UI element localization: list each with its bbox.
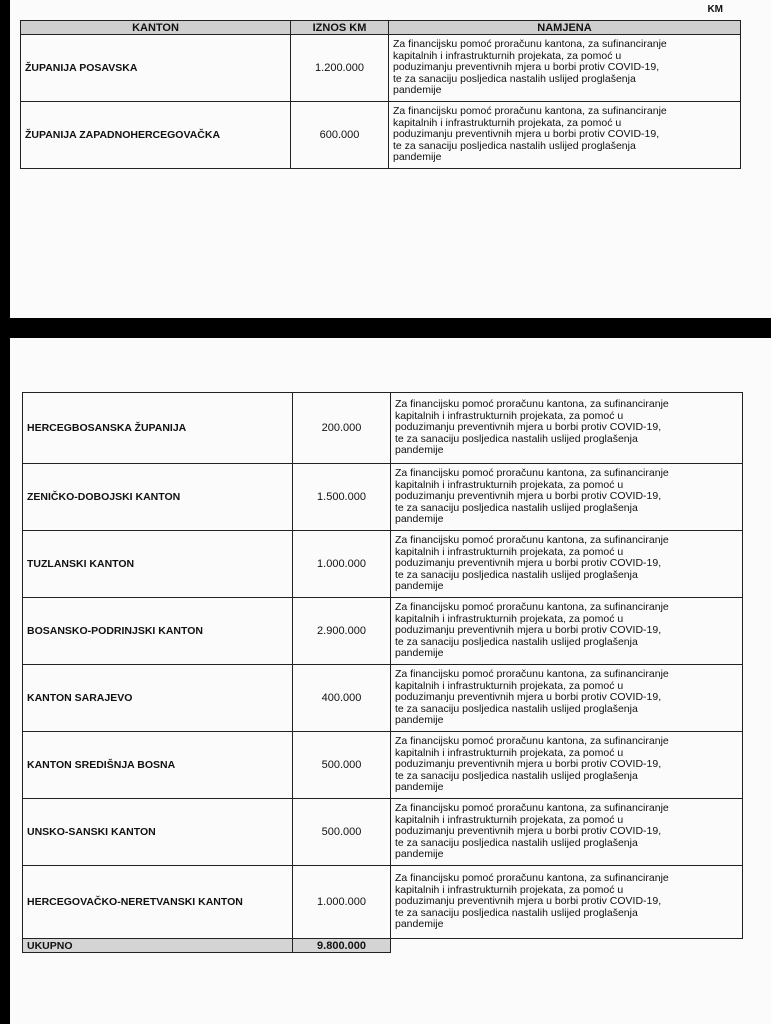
- namjena-line: pandemije: [395, 918, 444, 931]
- namjena-line: te za sanaciju posljedica nastalih uslijed proglašenja: [395, 702, 638, 715]
- namjena-text: [391, 598, 743, 665]
- namjena-line: kapitalnih i infrastrukturnih projekata, za pomoć u: [395, 545, 624, 558]
- iznos-amount: 200.000: [293, 393, 391, 464]
- allocation-table-bottom: [22, 392, 743, 953]
- table-header-row: [21, 21, 741, 35]
- namjena-line: te za sanaciju posljedica nastalih uslijed proglašenja: [393, 72, 636, 85]
- table-row: [23, 866, 743, 939]
- namjena-text: [391, 799, 743, 866]
- kanton-name: BOSANSKO-PODRINJSKI KANTON: [23, 598, 293, 665]
- table-row: [23, 665, 743, 732]
- namjena-line: Za financijsku pomoć proračunu kantona, za sufinanciranje: [395, 467, 669, 480]
- iznos-amount: 500.000: [293, 799, 391, 866]
- document-page-top: [10, 0, 771, 318]
- kanton-name: ŽUPANIJA POSAVSKA: [21, 35, 291, 102]
- namjena-line: poduzimanju preventivnih mjera u borbi protiv COVID-19,: [395, 895, 662, 908]
- iznos-amount: 1.000.000: [293, 866, 391, 939]
- kanton-name: TUZLANSKI KANTON: [23, 531, 293, 598]
- namjena-line: kapitalnih i infrastrukturnih projekata, za pomoć u: [395, 478, 624, 491]
- namjena-line: te za sanaciju posljedica nastalih uslijed proglašenja: [395, 836, 638, 849]
- namjena-line: te za sanaciju posljedica nastalih uslijed proglašenja: [395, 501, 638, 514]
- namjena-line: poduzimanju preventivnih mjera u borbi protiv COVID-19,: [395, 624, 662, 637]
- iznos-amount: 600.000: [291, 102, 389, 169]
- namjena-line: pandemije: [395, 647, 444, 660]
- namjena-line: Za financijsku pomoć proračunu kantona, za sufinanciranje: [393, 105, 667, 118]
- namjena-line: poduzimanju preventivnih mjera u borbi protiv COVID-19,: [395, 557, 662, 570]
- table-row: [23, 799, 743, 866]
- kanton-name: ŽUPANIJA ZAPADNOHERCEGOVAČKA: [21, 102, 291, 169]
- namjena-text: [389, 35, 741, 102]
- namjena-line: pandemije: [395, 848, 444, 861]
- total-row: [23, 939, 743, 953]
- namjena-line: Za financijsku pomoć proračunu kantona, za sufinanciranje: [395, 735, 669, 748]
- namjena-line: kapitalnih i infrastrukturnih projekata, za pomoć u: [395, 813, 624, 826]
- namjena-line: pandemije: [395, 513, 444, 526]
- header-namjena: NAMJENA: [389, 21, 741, 35]
- kanton-name: UNSKO-SANSKI KANTON: [23, 799, 293, 866]
- namjena-line: poduzimanju preventivnih mjera u borbi protiv COVID-19,: [395, 758, 662, 771]
- namjena-line: kapitalnih i infrastrukturnih projekata, za pomoć u: [393, 49, 622, 62]
- namjena-line: kapitalnih i infrastrukturnih projekata, za pomoć u: [395, 883, 624, 896]
- namjena-text: [391, 665, 743, 732]
- namjena-line: kapitalnih i infrastrukturnih projekata, za pomoć u: [395, 409, 624, 422]
- table-row: [21, 35, 741, 102]
- kanton-name: KANTON SREDIŠNJA BOSNA: [23, 732, 293, 799]
- kanton-name: ZENIČKO-DOBOJSKI KANTON: [23, 464, 293, 531]
- namjena-text: [391, 732, 743, 799]
- namjena-line: Za financijsku pomoć proračunu kantona, za sufinanciranje: [395, 668, 669, 681]
- total-blank-cell: [391, 939, 743, 953]
- namjena-line: te za sanaciju posljedica nastalih uslijed proglašenja: [395, 568, 638, 581]
- kanton-name: HERCEGOVAČKO-NERETVANSKI KANTON: [23, 866, 293, 939]
- table-row: [23, 464, 743, 531]
- namjena-line: pandemije: [395, 714, 444, 727]
- header-kanton: KANTON: [21, 21, 291, 35]
- namjena-line: te za sanaciju posljedica nastalih uslijed proglašenja: [395, 906, 638, 919]
- namjena-line: poduzimanju preventivnih mjera u borbi protiv COVID-19,: [395, 490, 662, 503]
- namjena-line: Za financijsku pomoć proračunu kantona, za sufinanciranje: [395, 872, 669, 885]
- total-amount: 9.800.000: [293, 939, 391, 953]
- table-row: [23, 732, 743, 799]
- table-row: [23, 598, 743, 665]
- namjena-line: poduzimanju preventivnih mjera u borbi protiv COVID-19,: [395, 825, 662, 838]
- namjena-line: kapitalnih i infrastrukturnih projekata, za pomoć u: [395, 679, 624, 692]
- header-iznos: IZNOS KM: [291, 21, 389, 35]
- iznos-amount: 2.900.000: [293, 598, 391, 665]
- namjena-line: te za sanaciju posljedica nastalih uslijed proglašenja: [395, 432, 638, 445]
- namjena-text: [391, 531, 743, 598]
- namjena-line: kapitalnih i infrastrukturnih projekata, za pomoć u: [393, 116, 622, 129]
- namjena-text: [391, 866, 743, 939]
- namjena-line: pandemije: [395, 580, 444, 593]
- iznos-amount: 1.500.000: [293, 464, 391, 531]
- allocation-table-top: [20, 20, 741, 169]
- namjena-line: pandemije: [393, 151, 442, 164]
- iznos-amount: 400.000: [293, 665, 391, 732]
- kanton-name: HERCEGBOSANSKA ŽUPANIJA: [23, 393, 293, 464]
- namjena-line: poduzimanju preventivnih mjera u borbi protiv COVID-19,: [395, 421, 662, 434]
- kanton-name: KANTON SARAJEVO: [23, 665, 293, 732]
- namjena-line: pandemije: [395, 781, 444, 794]
- namjena-line: poduzimanju preventivnih mjera u borbi protiv COVID-19,: [395, 691, 662, 704]
- namjena-line: poduzimanju preventivnih mjera u borbi protiv COVID-19,: [393, 128, 660, 141]
- namjena-text: [389, 102, 741, 169]
- namjena-line: kapitalnih i infrastrukturnih projekata, za pomoć u: [395, 612, 624, 625]
- namjena-line: Za financijsku pomoć proračunu kantona, za sufinanciranje: [395, 802, 669, 815]
- namjena-line: te za sanaciju posljedica nastalih uslijed proglašenja: [395, 769, 638, 782]
- namjena-text: [391, 464, 743, 531]
- currency-unit-label: KM: [707, 4, 723, 15]
- namjena-line: te za sanaciju posljedica nastalih uslijed proglašenja: [395, 635, 638, 648]
- namjena-line: pandemije: [393, 84, 442, 97]
- iznos-amount: 1.200.000: [291, 35, 389, 102]
- namjena-line: Za financijsku pomoć proračunu kantona, za sufinanciranje: [395, 398, 669, 411]
- table-row: [23, 531, 743, 598]
- namjena-line: Za financijsku pomoć proračunu kantona, za sufinanciranje: [395, 601, 669, 614]
- table-row: [21, 102, 741, 169]
- iznos-amount: 1.000.000: [293, 531, 391, 598]
- iznos-amount: 500.000: [293, 732, 391, 799]
- namjena-line: Za financijsku pomoć proračunu kantona, za sufinanciranje: [395, 534, 669, 547]
- namjena-line: poduzimanju preventivnih mjera u borbi protiv COVID-19,: [393, 61, 660, 74]
- namjena-line: te za sanaciju posljedica nastalih uslijed proglašenja: [393, 139, 636, 152]
- namjena-line: pandemije: [395, 444, 444, 457]
- namjena-line: Za financijsku pomoć proračunu kantona, za sufinanciranje: [393, 38, 667, 51]
- namjena-text: [391, 393, 743, 464]
- table-row: [23, 393, 743, 464]
- total-label: UKUPNO: [23, 939, 293, 953]
- namjena-line: kapitalnih i infrastrukturnih projekata, za pomoć u: [395, 746, 624, 759]
- document-page-bottom: [10, 338, 771, 1024]
